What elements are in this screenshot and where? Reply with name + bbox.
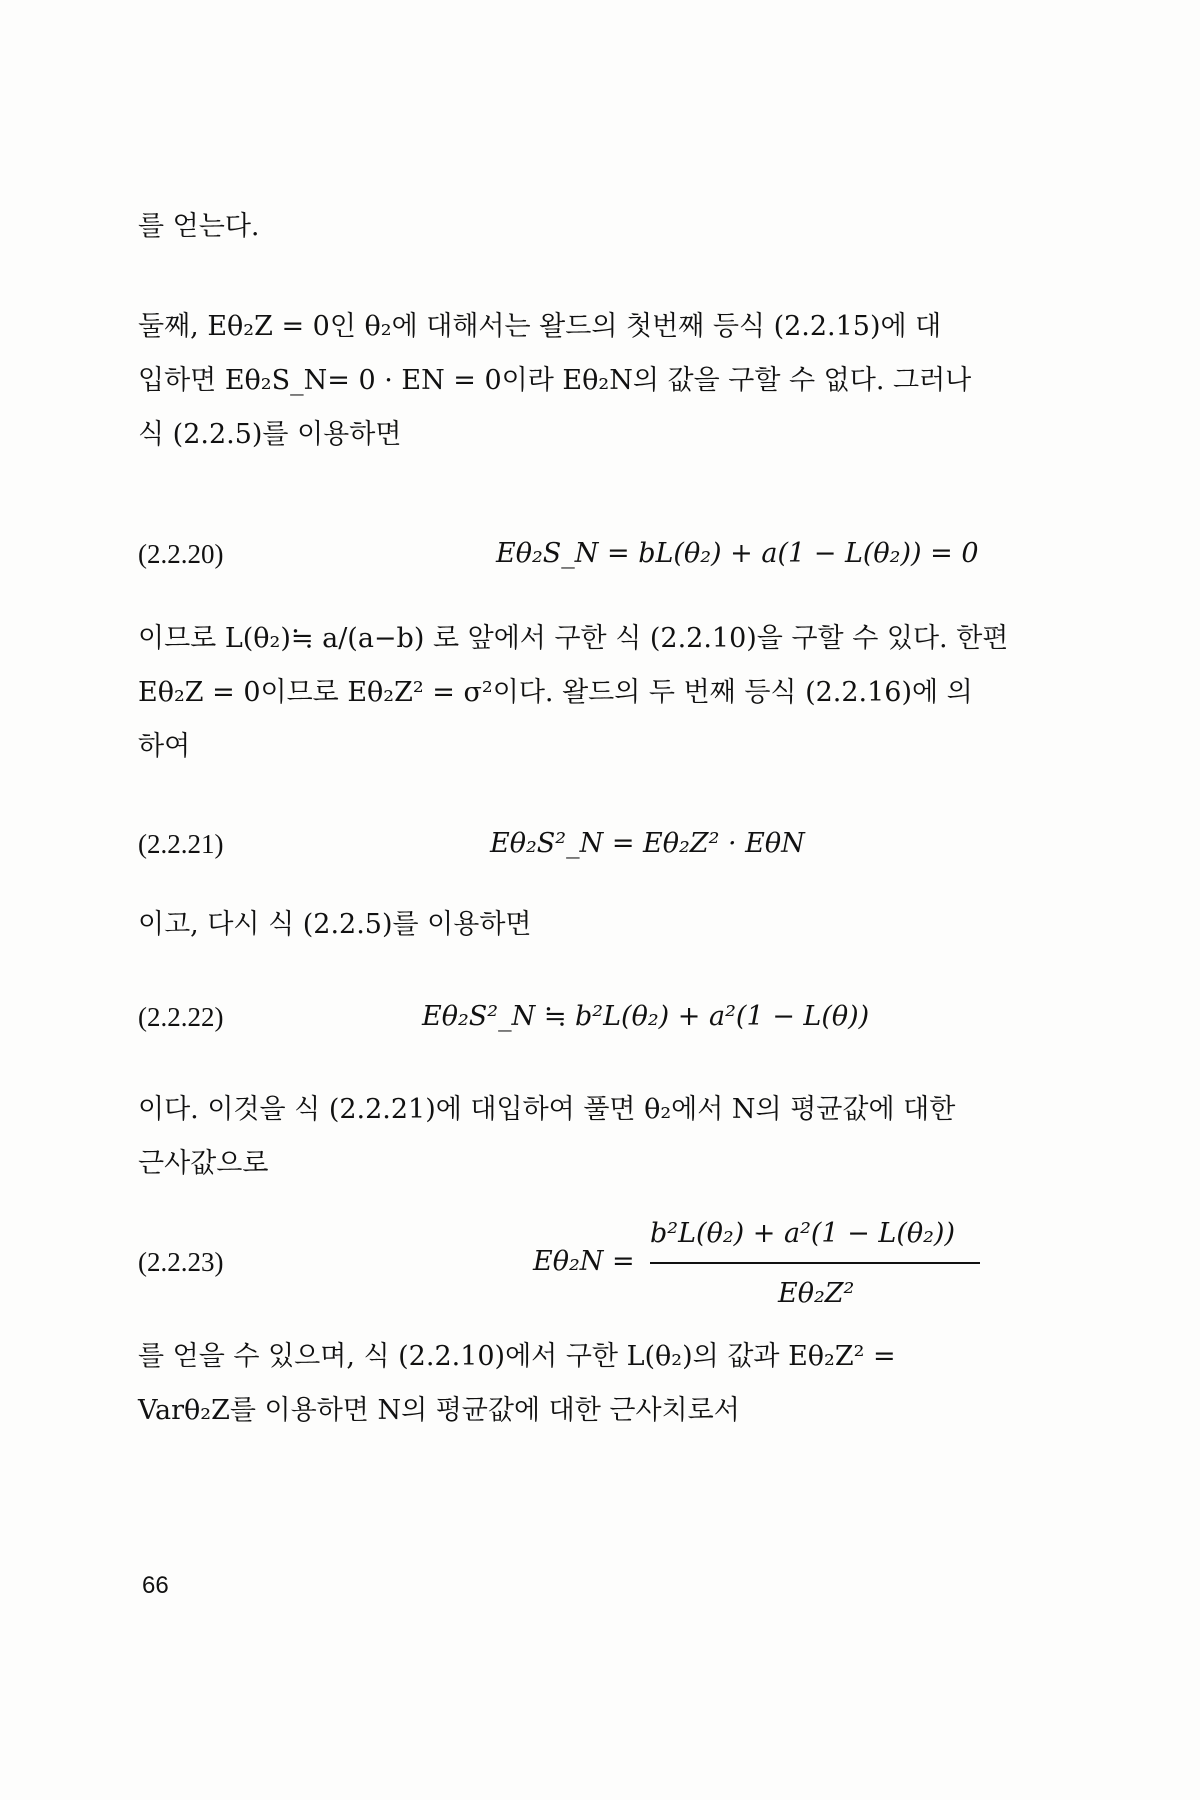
paragraph-conclusion [138,1330,1058,1438]
text-line: 둘째, Eθ₂Z = 0인 θ₂에 대해서는 왈드의 첫번째 등식 (2.2.15)에 대 [138,311,942,342]
text-line: 입하면 Eθ₂S_N= 0 · EN = 0이라 Eθ₂N의 값을 구할 수 없다. 그러나 [138,365,972,396]
fraction-numerator: b²L(θ₂) + a²(1 − L(θ₂)) [650,1218,956,1249]
equation-expression: Eθ₂S_N = bL(θ₂) + a(1 − L(θ₂)) = 0 [496,538,979,569]
equation-number: (2.2.21) [138,829,224,859]
paragraph-intro [138,200,1058,254]
equation-number: (2.2.20) [138,539,224,569]
equation-2-2-21 [138,820,1058,868]
paragraph-substitute [138,1083,1058,1191]
paragraph-l-theta [138,612,1058,774]
text-line: 식 (2.2.5)를 이용하면 [138,419,402,450]
equation-expression: Eθ₂S²_N ≒ b²L(θ₂) + a²(1 − L(θ)) [422,1001,870,1032]
text-line: 이다. 이것을 식 (2.2.21)에 대입하여 풀면 θ₂에서 N의 평균값에 대한 [138,1094,956,1125]
text-line: 근사값으로 [138,1148,269,1179]
equation-2-2-22 [138,993,1058,1041]
equation-2-2-23 [138,1210,1058,1310]
text-line: 이고, 다시 식 (2.2.5)를 이용하면 [138,909,532,940]
text-line: Eθ₂Z = 0이므로 Eθ₂Z² = σ²이다. 왈드의 두 번째 등식 (2.2.16)에 의 [138,677,973,708]
equation-2-2-20 [138,530,1058,578]
equation-expression: Eθ₂S²_N = Eθ₂Z² · EθN [490,828,805,859]
paragraph-again [138,898,1058,952]
equation-number: (2.2.23) [138,1247,224,1277]
text-line: Varθ₂Z를 이용하면 N의 평균값에 대한 근사치로서 [138,1395,740,1426]
fraction-bar [650,1262,980,1264]
equation-lhs: Eθ₂N = [533,1246,635,1277]
fraction-denominator: Eθ₂Z² [778,1278,855,1309]
text-line: 이므로 L(θ₂)≒ a/(a−b) 로 앞에서 구한 식 (2.2.10)을 구할 수 있다. 한편 [138,623,1009,654]
text-line: 하여 [138,731,191,762]
text-line: 를 얻는다. [138,211,260,242]
paragraph-second-case [138,300,1058,462]
page-number: 66 [142,1572,169,1599]
equation-number: (2.2.22) [138,1002,224,1032]
text-line: 를 얻을 수 있으며, 식 (2.2.10)에서 구한 L(θ₂)의 값과 Eθ₂Z² = [138,1341,896,1372]
